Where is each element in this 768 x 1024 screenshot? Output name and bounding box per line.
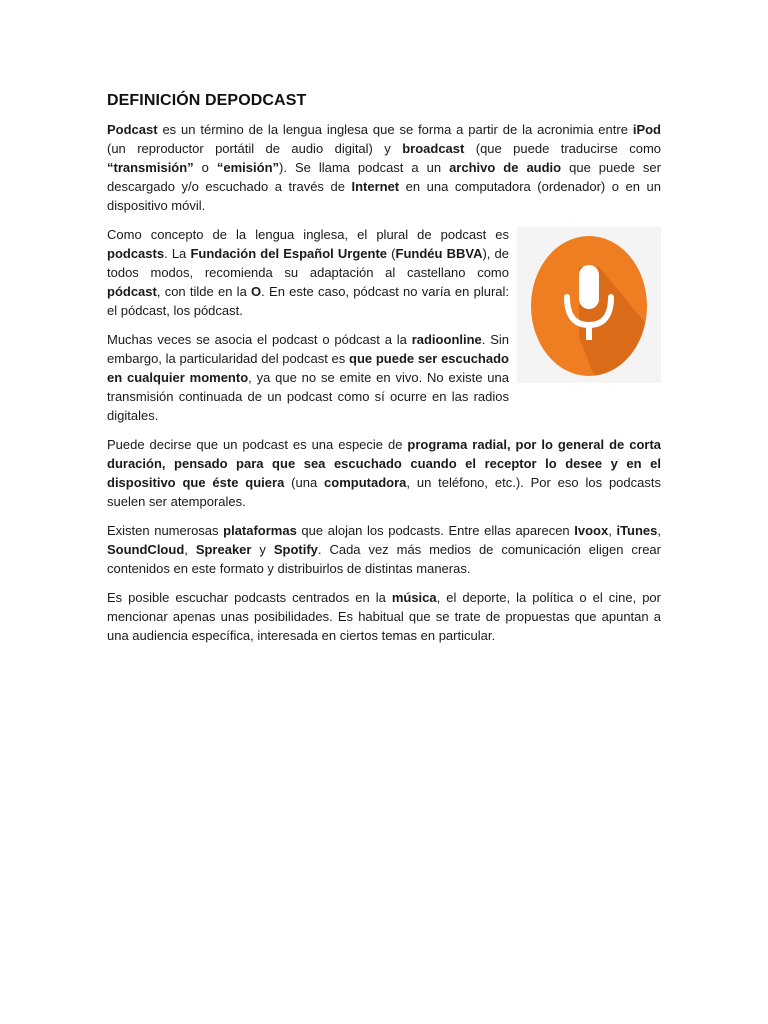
paragraph-platforms: Existen numerosas plataformas que alojan los podcasts. Entre ellas aparecen Ivoox, iTunes, SoundCloud, Spreaker y Spotify. Cada vez más medios de comunicación eligen crear contenidos en este formato y distribuirlos de distintas maneras. (107, 523, 662, 576)
mic-stem (586, 324, 592, 340)
microphone-icon (517, 227, 661, 383)
page-title: DEFINICIÓN DEPODCAST (107, 92, 307, 109)
podcast-image (517, 227, 661, 383)
term-ipod: iPod (632, 122, 661, 137)
document-page (107, 92, 661, 655)
paragraph-program: Puede decirse que un podcast es una especie de programa radial, por lo general de corta duración, pensado para que sea escuchado cuando el receptor lo desee y en el dispositivo que éste quiera (una computadora, un teléfono, etc.). Por eso los podcasts suelen ser atemporales. (107, 437, 661, 509)
term-broadcast: broadcast (402, 141, 465, 156)
figure-text-block (107, 225, 661, 435)
paragraph-definition: Podcast es un término de la lengua inglesa que se forma a partir de la acronimia entre iPod (un reproductor portátil de audio digital) y broadcast (que puede traducirse como “transmisión” o “emisión”). Se llama podcast a un archivo de audio que puede ser descargado y/o escuchado a través de Internet en una computadora (ordenador) o en un dispositivo móvil. (107, 122, 662, 213)
mic-capsule (579, 265, 599, 309)
paragraph-topics: Es posible escuchar podcasts centrados en la música, el deporte, la política o el cine, por mencionar apenas unas posibilidades. Es habitual que se trate de propuestas que apuntan a una audiencia específica, interesada en ciertos temas en particular. (107, 590, 661, 643)
term-podcast: Podcast (107, 122, 158, 137)
paragraph-radio: Muchas veces se asocia el podcast o pódcast a la radioonline. Sin embargo, la particularidad del podcast es que puede ser escuchado en cualquier momento, ya que no se emite en vivo. No existe una transmisión continuada de un podcast como sí ocurre en las radios digitales. (107, 332, 509, 423)
paragraph-plural: Como concepto de la lengua inglesa, el plural de podcast es podcasts. La Fundación del Español Urgente (Fundéu BBVA), de todos modos, recomienda su adaptación al castellano como pódcast, con tilde en la O. En este caso, pódcast no varía en plural: el pódcast, los pódcast. (107, 227, 510, 318)
